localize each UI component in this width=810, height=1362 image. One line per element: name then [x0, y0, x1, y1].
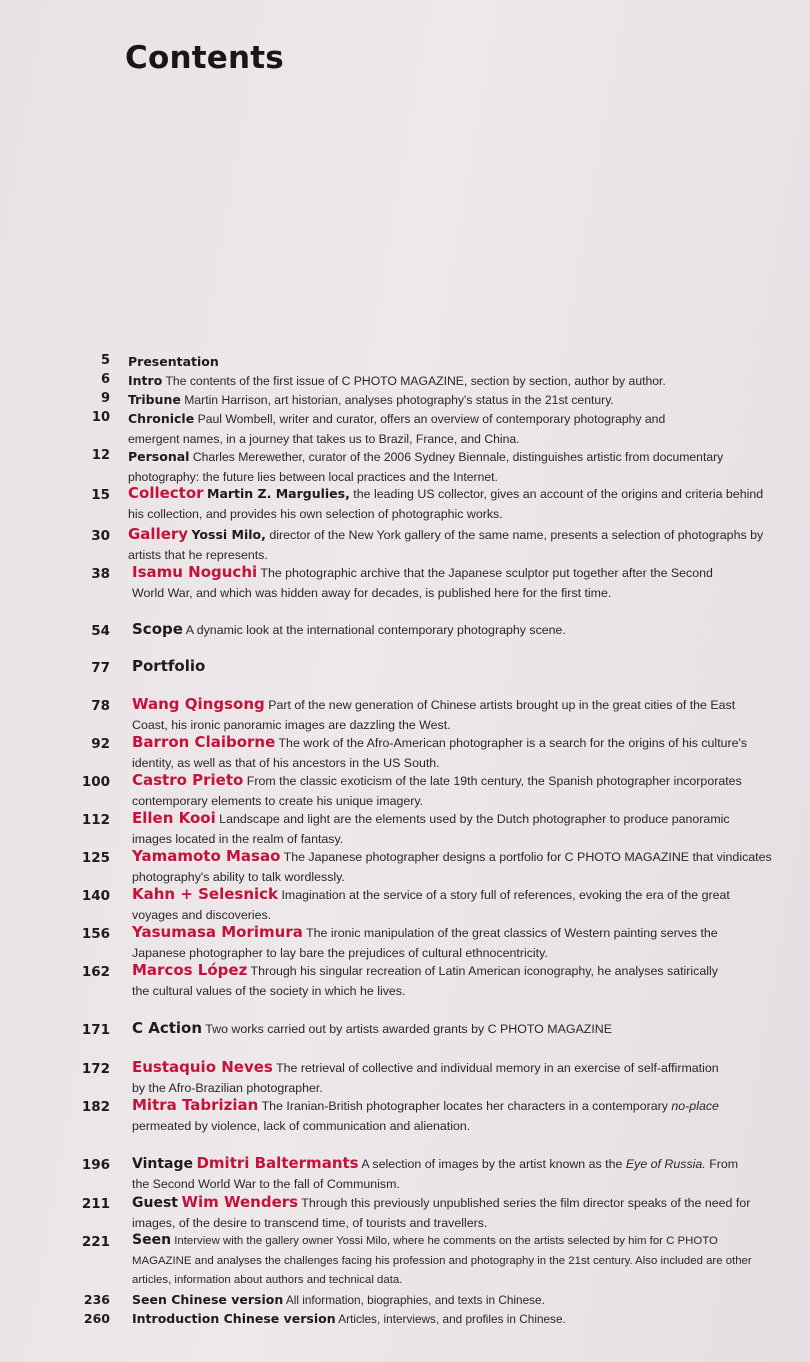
- page-number: 92: [91, 736, 110, 752]
- section-label: Personal: [128, 449, 190, 464]
- page-number: 211: [81, 1196, 110, 1212]
- entry-description: A dynamic look at the international contemporary photography scene.: [185, 623, 566, 637]
- page-number: 221: [81, 1234, 110, 1250]
- section-label: Seen Chinese version: [132, 1292, 284, 1307]
- artist-name: Eustaquio Neves: [132, 1058, 273, 1076]
- author-name: Yossi Milo,: [191, 527, 266, 542]
- entry-description: Interview with the gallery owner Yossi Milo, where he comments on the artists selected by him for C PHOTO MAGAZINE and analyses the challenges facing his profession and photography in the 21st century. Also included are other articles, information about authors and technical data.: [132, 1235, 752, 1286]
- section-label: C Action: [132, 1019, 203, 1037]
- artist-name: Barron Claiborne: [132, 733, 276, 751]
- entry-description: Articles, interviews, and profiles in Chinese.: [338, 1312, 566, 1326]
- entry-description: Part of the new generation of Chinese artists brought up in the great cities of the East Coast, his ironic panoramic images are dazzling the West.: [132, 698, 736, 732]
- section-label: Introduction Chinese version: [132, 1311, 336, 1326]
- page-number: 100: [81, 774, 110, 790]
- entry-description: The work of the Afro-American photographer is a search for the origins of his culture's identity, as well as that of his ancestors in the US South.: [132, 736, 748, 770]
- entry-description-tail: From the Second World War to the fall of Communism.: [132, 1157, 739, 1191]
- page-number: 162: [81, 964, 110, 980]
- artist-name: Yasumasa Morimura: [132, 923, 303, 941]
- page-number: 77: [91, 660, 110, 676]
- entry-description: Paul Wombell, writer and curator, offers an overview of contemporary photography and emergent names, in a journey that takes us to Brazil, France, and China.: [128, 412, 666, 446]
- page-number: 236: [83, 1292, 110, 1307]
- page-number: 112: [81, 812, 110, 828]
- page-number: 140: [81, 888, 110, 904]
- section-label: Intro: [128, 373, 163, 388]
- author-name: Martin Z. Margulies,: [207, 486, 350, 501]
- artist-name: Isamu Noguchi: [132, 563, 258, 581]
- artist-name: Collector: [128, 484, 204, 502]
- page-number: 38: [91, 566, 110, 582]
- entry-description-italic: Eye of Russia.: [625, 1157, 706, 1171]
- page-number: 260: [83, 1311, 110, 1326]
- page-number: 30: [91, 528, 110, 544]
- artist-name: Wim Wenders: [181, 1193, 299, 1211]
- page-number: 78: [91, 698, 110, 714]
- section-label: Scope: [132, 620, 183, 638]
- entry-description: the leading US collector, gives an account of the origins and criteria behind his collection, and provides his own selection of photographic works.: [128, 487, 764, 521]
- entry-description: Through this previously unpublished series the film director speaks of the need for images, of the desire to transcend time, of tourists and travellers.: [132, 1196, 751, 1230]
- page-number: 172: [81, 1061, 110, 1077]
- entry-description: The Japanese photographer designs a portfolio for C PHOTO MAGAZINE that vindicates photography's ability to talk wordlessly.: [132, 850, 772, 884]
- page-number: 171: [81, 1022, 110, 1038]
- page-number: 6: [100, 372, 110, 387]
- entry-description: The ironic manipulation of the great classics of Western painting serves the Japanese photographer to lay bare the prejudices of cultural ethnocentricity.: [132, 926, 718, 960]
- page-number: 125: [81, 850, 110, 866]
- page-number: 5: [100, 353, 110, 368]
- page-number: 10: [91, 410, 110, 425]
- entry-description: Landscape and light are the elements used by the Dutch photographer to produce panoramic images located in the realm of fantasy.: [132, 812, 730, 846]
- entry-description-tail: permeated by violence, lack of communication and alienation.: [132, 1118, 471, 1133]
- artist-name: Ellen Kooi: [132, 809, 216, 827]
- entry-description: The retrieval of collective and individual memory in an exercise of self-affirmation by the Afro-Brazilian photographer.: [132, 1061, 719, 1095]
- artist-name: Dmitri Baltermants: [196, 1154, 359, 1172]
- artist-name: Castro Prieto: [132, 771, 244, 789]
- page-number: 156: [81, 926, 110, 942]
- artist-name: Wang Qingsong: [132, 695, 265, 713]
- section-label: Guest: [132, 1195, 178, 1211]
- page-number: 182: [81, 1099, 110, 1115]
- entry-description: The Iranian-British photographer locates her characters in a contemporary: [261, 1099, 668, 1113]
- entry-description: Charles Merewether, curator of the 2006 Sydney Biennale, distinguishes artistic from documentary photography: the future lies between local practices and the Internet.: [128, 450, 724, 484]
- entry-description: The contents of the first issue of C PHOTO MAGAZINE, section by section, author by author.: [165, 374, 666, 388]
- page-number: 15: [91, 487, 110, 503]
- entry-description: Two works carried out by artists awarded grants by C PHOTO MAGAZINE: [205, 1022, 612, 1036]
- artist-name: Gallery: [128, 525, 189, 543]
- page-number: 12: [91, 448, 110, 463]
- entry-description: From the classic exoticism of the late 19th century, the Spanish photographer incorporates contemporary elements to create his unique imagery.: [132, 774, 742, 808]
- entry-description: A selection of images by the artist known as the: [361, 1157, 623, 1171]
- entry-description: All information, biographies, and texts in Chinese.: [285, 1293, 545, 1307]
- section-label: Portfolio: [132, 657, 206, 675]
- artist-name: Yamamoto Masao: [132, 847, 281, 865]
- section-label: Presentation: [128, 354, 219, 369]
- entry-description: Through his singular recreation of Latin American iconography, he analyses satirically the cultural values of the society in which he lives.: [132, 964, 718, 998]
- artist-name: Marcos López: [132, 961, 248, 979]
- entry-description: Martin Harrison, art historian, analyses photography's status in the 21st century.: [184, 393, 614, 407]
- page-number: 196: [81, 1157, 110, 1173]
- entry-description: director of the New York gallery of the same name, presents a selection of photographs by artists that he represents.: [128, 528, 764, 562]
- section-label: Tribune: [128, 392, 181, 407]
- section-label: Chronicle: [128, 411, 195, 426]
- entry-description: Imagination at the service of a story full of references, evoking the era of the great voyages and discoveries.: [132, 888, 730, 922]
- artist-name: Mitra Tabrizian: [132, 1096, 259, 1114]
- section-label: Vintage: [132, 1156, 194, 1172]
- entry-description: The photographic archive that the Japanese sculptor put together after the Second World War, and which was hidden away for decades, is published here for the first time.: [132, 566, 713, 600]
- page-number: 54: [91, 623, 110, 639]
- page-title: Contents: [125, 40, 284, 76]
- artist-name: Kahn + Selesnick: [132, 885, 279, 903]
- page-number: 9: [100, 391, 110, 406]
- entry-description-italic: no-place: [671, 1099, 719, 1113]
- section-label: Seen: [132, 1232, 172, 1248]
